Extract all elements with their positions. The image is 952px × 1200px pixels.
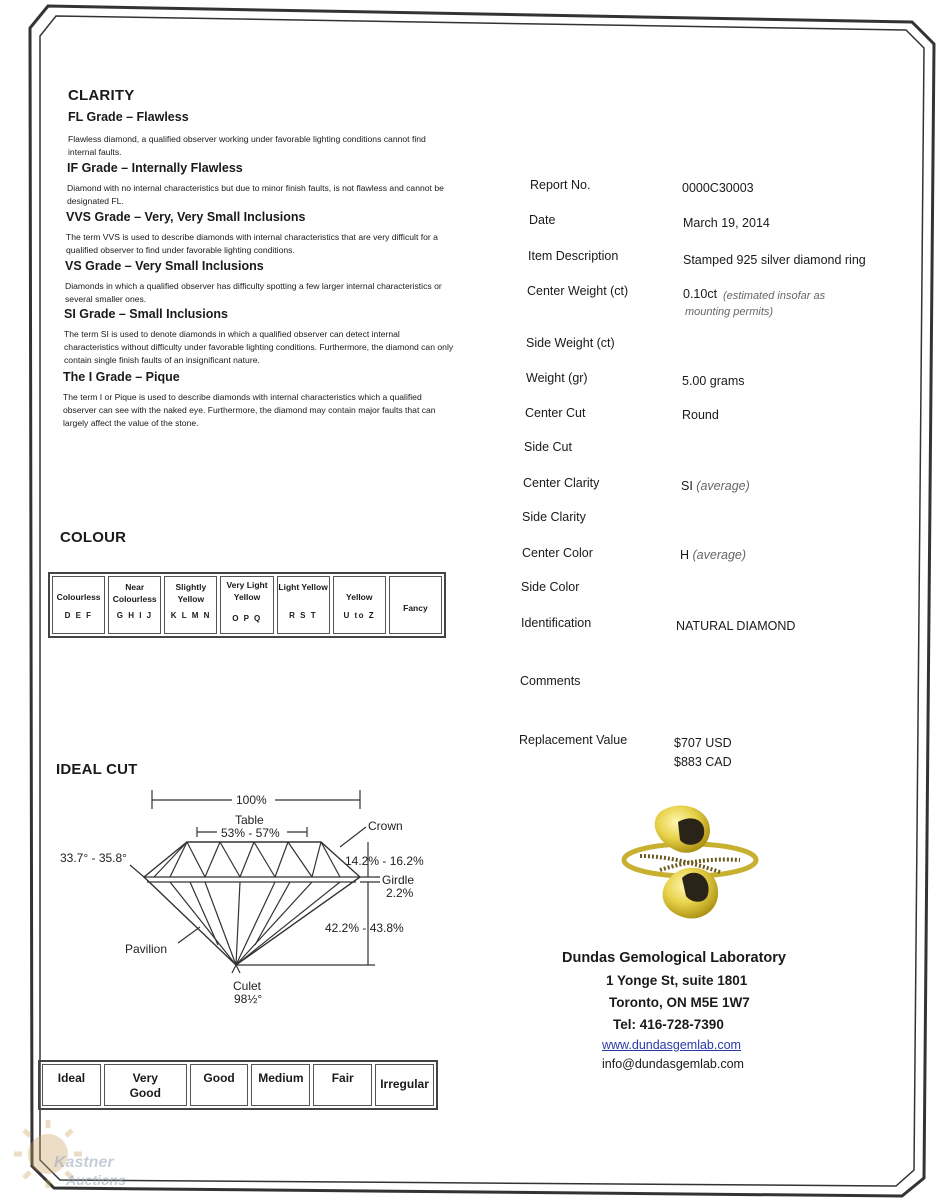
clarity-heading: CLARITY xyxy=(68,87,135,104)
ring-photo xyxy=(620,800,760,925)
watermark-line1: Kastner xyxy=(54,1154,114,1171)
colour-cell-label: Slightly Yellow xyxy=(175,582,207,604)
diagram-crown-angle: 33.7° - 35.8° xyxy=(60,851,127,865)
report-label: Side Cut xyxy=(524,440,572,454)
auction-watermark xyxy=(14,1112,144,1197)
report-value: Round xyxy=(682,408,719,422)
clarity-grade-title: The I Grade – Pique xyxy=(63,370,180,384)
lab-name: Dundas Gemological Laboratory xyxy=(562,950,786,966)
report-label: Comments xyxy=(520,674,581,688)
ideal-cut-diagram xyxy=(50,785,450,1010)
colour-cell xyxy=(333,576,386,634)
diagram-table-label: Table xyxy=(235,813,264,827)
report-label: Side Clarity xyxy=(522,510,586,524)
cut-grade-cell: Medium xyxy=(251,1064,310,1106)
clarity-grade-desc: The term VVS is used to describe diamonds with internal characteristics that are very difficult for a qualified observer to find under favorable lighting conditions. xyxy=(66,232,438,255)
diagram-culet-angle: 98½° xyxy=(234,992,263,1006)
lab-address-line2: Toronto, ON M5E 1W7 xyxy=(609,995,750,1010)
clarity-grade-title: SI Grade – Small Inclusions xyxy=(64,307,228,321)
colour-heading: COLOUR xyxy=(60,529,127,546)
diagram-girdle-value: 2.2% xyxy=(386,886,414,900)
cut-grade-cell: Ideal xyxy=(42,1064,101,1106)
colour-cell-label: Colourless xyxy=(56,592,101,602)
colour-cell xyxy=(52,576,105,634)
diagram-pavilion-depth: 42.2% - 43.8% xyxy=(325,921,404,935)
cut-grade-cell: Irregular xyxy=(375,1064,434,1106)
report-value: March 19, 2014 xyxy=(683,216,770,230)
report-value xyxy=(681,479,750,493)
diagram-culet-label: Culet xyxy=(233,979,262,993)
lab-email: info@dundasgemlab.com xyxy=(602,1057,744,1071)
report-value: 5.00 grams xyxy=(682,374,745,388)
colour-cell xyxy=(108,576,161,634)
colour-cell-grades: U to Z xyxy=(343,611,376,620)
clarity-grade-title: VS Grade – Very Small Inclusions xyxy=(65,259,264,273)
report-label: Side Color xyxy=(521,580,580,594)
diagram-pavilion-label: Pavilion xyxy=(125,942,168,956)
report-value: 0.10ct xyxy=(683,287,718,301)
report-label: Weight (gr) xyxy=(526,371,588,385)
report-value-secondary: $883 CAD xyxy=(674,755,732,769)
colour-cell-grades: D E F xyxy=(64,611,93,620)
report-note: (average) xyxy=(696,479,750,493)
report-label: Item Description xyxy=(528,249,619,263)
report-note: (average) xyxy=(692,548,747,562)
report-note: (estimated insofar as mounting permits) xyxy=(685,290,826,318)
report-value-text: H xyxy=(680,548,690,562)
clarity-grade-desc: Flawless diamond, a qualified observer working under favorable lighting conditions cannot find internal faults. xyxy=(68,134,426,157)
report-label: Identification xyxy=(521,616,592,630)
colour-cell-label: Very Light Yellow xyxy=(226,580,268,602)
clarity-grade-desc: Diamond with no internal characteristics but due to minor finish faults, is not flawless and cannot be designated FL. xyxy=(67,183,444,206)
cut-grade-table xyxy=(38,1060,438,1110)
colour-cell xyxy=(164,576,217,634)
colour-cell-grades: G H I J xyxy=(116,611,153,620)
clarity-grade-title: FL Grade – Flawless xyxy=(68,110,189,124)
report-value xyxy=(680,548,746,562)
report-value-text: SI xyxy=(681,479,693,493)
cut-grade-cell: Fair xyxy=(313,1064,372,1106)
report-label: Center Weight (ct) xyxy=(527,284,629,298)
report-label: Center Color xyxy=(522,546,593,560)
clarity-grade-desc: Diamonds in which a qualified observer has difficulty spotting a few larger internal characteristics or several smaller ones. xyxy=(65,281,442,304)
report-value: $707 USD xyxy=(674,736,732,750)
colour-cell xyxy=(389,576,442,634)
report-value: NATURAL DIAMOND xyxy=(676,619,796,633)
report-label: Date xyxy=(529,213,556,227)
diagram-girdle-label: Girdle xyxy=(382,873,415,887)
lab-website-link[interactable]: www.dundasgemlab.com xyxy=(602,1038,741,1052)
report-label: Report No. xyxy=(530,178,591,192)
clarity-grade-desc: The term SI is used to denote diamonds in which a qualified observer can detect internal characteristics without difficulty under favorable lighting conditions. Furthermore, the diamond can only contain single finish faults of an insignificant nature. xyxy=(64,329,454,365)
ideal-cut-heading: IDEAL CUT xyxy=(56,761,138,778)
report-value: 0000C30003 xyxy=(682,181,754,195)
report-label: Side Weight (ct) xyxy=(526,336,615,350)
report-value: Stamped 925 silver diamond ring xyxy=(683,253,866,267)
colour-scale-table xyxy=(48,572,446,638)
clarity-grade-desc: The term I or Pique is used to describe diamonds with internal characteristics which a qualified observer can see with the naked eye. Furthermore, the diamond may contain major faults that can largely affect the value of the stone. xyxy=(63,392,436,428)
diagram-crown-height: 14.2% - 16.2% xyxy=(345,854,424,868)
colour-cell-label: Near Colourless xyxy=(112,582,157,604)
clarity-grade-title: VVS Grade – Very, Very Small Inclusions xyxy=(66,210,306,224)
colour-cell-grades: K L M N xyxy=(170,611,211,620)
report-label: Center Clarity xyxy=(523,476,600,490)
colour-cell-label: Yellow xyxy=(346,592,373,602)
diagram-width-label: 100% xyxy=(236,793,267,807)
colour-cell xyxy=(277,576,330,634)
diagram-table-range: 53% - 57% xyxy=(221,826,280,840)
diagram-crown-label: Crown xyxy=(368,819,403,833)
report-label: Center Cut xyxy=(525,406,586,420)
watermark-line2: Auctions xyxy=(66,1172,126,1188)
colour-cell xyxy=(220,576,273,634)
colour-cell-label: Fancy xyxy=(403,603,428,613)
cut-grade-cell: Very Good xyxy=(104,1064,187,1106)
colour-cell-grades: O P Q xyxy=(232,614,262,623)
report-label: Replacement Value xyxy=(519,733,628,747)
clarity-grade-title: IF Grade – Internally Flawless xyxy=(67,161,243,175)
colour-cell-grades: R S T xyxy=(289,611,318,620)
lab-address-line1: 1 Yonge St, suite 1801 xyxy=(606,973,748,988)
lab-phone: Tel: 416-728-7390 xyxy=(613,1017,724,1032)
cut-grade-cell: Good xyxy=(190,1064,249,1106)
colour-cell-label: Light Yellow xyxy=(278,582,328,592)
